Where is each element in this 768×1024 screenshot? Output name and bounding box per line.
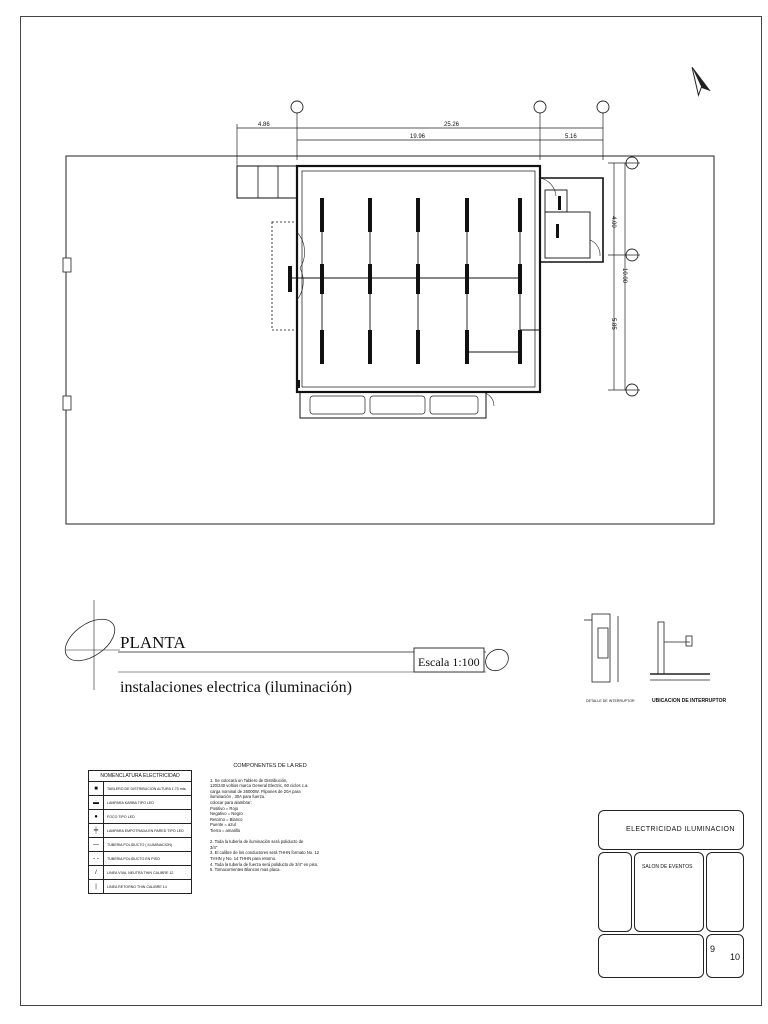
luminaires bbox=[288, 196, 561, 388]
plan-scale: Escala 1:100 bbox=[418, 655, 480, 669]
plan-subtitle: instalaciones electrica (iluminación) bbox=[120, 679, 352, 696]
dim-right-bay: 5.16 bbox=[565, 134, 577, 140]
led-lamp-icon: ▬ bbox=[89, 796, 104, 809]
led-bulb-icon: ● bbox=[89, 810, 104, 823]
note-line: Tierra = amarillo bbox=[210, 827, 241, 833]
note-line: Retorno = Blanco bbox=[210, 816, 243, 822]
page-number: 9 bbox=[710, 944, 716, 954]
sheet-title-block bbox=[598, 810, 744, 978]
signature-cell bbox=[598, 934, 704, 978]
live-neutral-line-icon: / bbox=[89, 866, 104, 879]
note-line: colocar para alambrar: bbox=[210, 799, 252, 805]
info-cell-right bbox=[706, 852, 744, 932]
legend-label: TABLERO DE DISTRIBUCION ALTURA 1.70 mts. bbox=[107, 786, 187, 791]
page-total: 10 bbox=[730, 952, 741, 962]
note-line: carga nominal de 26000W. Flipones de 20A para bbox=[210, 788, 301, 794]
legend-row bbox=[89, 824, 191, 838]
return-line-icon: | bbox=[89, 880, 104, 893]
detail-switch-caption: DETALLE DE INTERRUPTOR bbox=[586, 699, 635, 703]
info-cell-left bbox=[598, 852, 632, 932]
legend-row bbox=[89, 852, 191, 866]
components-title: COMPONENTES DE LA RED bbox=[233, 763, 307, 769]
plan-title: PLANTA bbox=[120, 633, 186, 652]
legend-row bbox=[89, 796, 191, 810]
lighting-circuit bbox=[290, 215, 540, 362]
note-line: 5. Tomacorrientes Blancos mas placa. bbox=[210, 867, 281, 873]
network-components-notes bbox=[210, 764, 330, 873]
legend-row bbox=[89, 866, 191, 880]
legend-label: LINEA RETORNO THIN CALIBRE 14 bbox=[107, 884, 167, 889]
electrical-legend bbox=[88, 770, 192, 894]
dim-overall: 25.26 bbox=[444, 122, 460, 128]
note-line: Negativo = Negro bbox=[210, 811, 243, 817]
boundary-marker bbox=[63, 396, 71, 410]
legend-title: NOMENCLATURA ELECTRICIDAD bbox=[89, 771, 191, 782]
note-line: 1. Se colocará un Tablero de Distribución, bbox=[210, 777, 288, 783]
legend-row bbox=[89, 810, 191, 824]
note-line: 120/240 voltios marca General Electric, 60 ciclos c.a. bbox=[210, 783, 309, 789]
detail-location-caption: UBICACION DE INTERRUPTOR bbox=[652, 698, 727, 704]
project-name: SALON DE EVENTOS bbox=[642, 864, 693, 870]
top-dimensions bbox=[237, 112, 603, 172]
switch-detail-drawing bbox=[584, 614, 618, 682]
north-arrow-icon bbox=[687, 65, 710, 95]
legend-label: LAMPARA KARBA TIPO LED bbox=[107, 800, 155, 805]
windows bbox=[310, 396, 478, 414]
conduit-line-icon: — bbox=[89, 838, 104, 851]
dim-main-span: 19.96 bbox=[410, 134, 426, 140]
dim-vert-upper: 4.00 bbox=[610, 216, 616, 228]
note-line: Positivo = Rojo bbox=[210, 805, 239, 811]
legend-row bbox=[89, 782, 191, 796]
note-line: 2. Toda la tubería de iluminación será poliducto de bbox=[210, 839, 304, 845]
legend-row bbox=[89, 880, 191, 893]
panel-icon: ■ bbox=[89, 782, 104, 795]
boundary-marker bbox=[63, 258, 71, 272]
note-line: Puente = azul bbox=[210, 822, 236, 828]
note-line: 4. Toda la tubería de fuerza será poliducto de 3/4" en piso. bbox=[210, 861, 319, 867]
legend-label: FOCO TIPO LED bbox=[107, 814, 135, 819]
sheet-title: ELECTRICIDAD ILUMINACION bbox=[626, 826, 735, 833]
note-line: THHN y No. 14 THHN para retorno. bbox=[210, 855, 277, 861]
dim-vert-lower: 5.85 bbox=[610, 318, 616, 330]
dim-left-bay: 4.86 bbox=[258, 122, 270, 128]
axis-bubbles-top bbox=[291, 101, 609, 113]
legend-row bbox=[89, 838, 191, 852]
note-line: 3. El calibre de los conductores será THHN formato No. 12 bbox=[210, 850, 320, 856]
floor-conduit-icon: - - bbox=[89, 852, 104, 865]
wall-lamp-icon: ╪ bbox=[89, 824, 104, 837]
legend-label: LAMPARA EMPOTRADA EN PARED TIPO LED bbox=[107, 828, 184, 833]
legend-label: LINEA VIVA, NEUTRA THIN CALIBRE 12 bbox=[107, 870, 174, 875]
note-line: iluminación , 30A para fuerza. bbox=[210, 794, 266, 800]
switch-location-drawing bbox=[650, 622, 710, 680]
legend-label: TUBERIA POLIDUCTO EN PISO bbox=[107, 856, 160, 861]
note-line: 3/4" bbox=[210, 844, 218, 850]
dim-vert-total: 10.00 bbox=[621, 268, 627, 284]
site-boundary bbox=[66, 156, 714, 524]
legend-label: TUBERIA POLIDUCTO ( ILUMINACION) bbox=[107, 842, 173, 847]
